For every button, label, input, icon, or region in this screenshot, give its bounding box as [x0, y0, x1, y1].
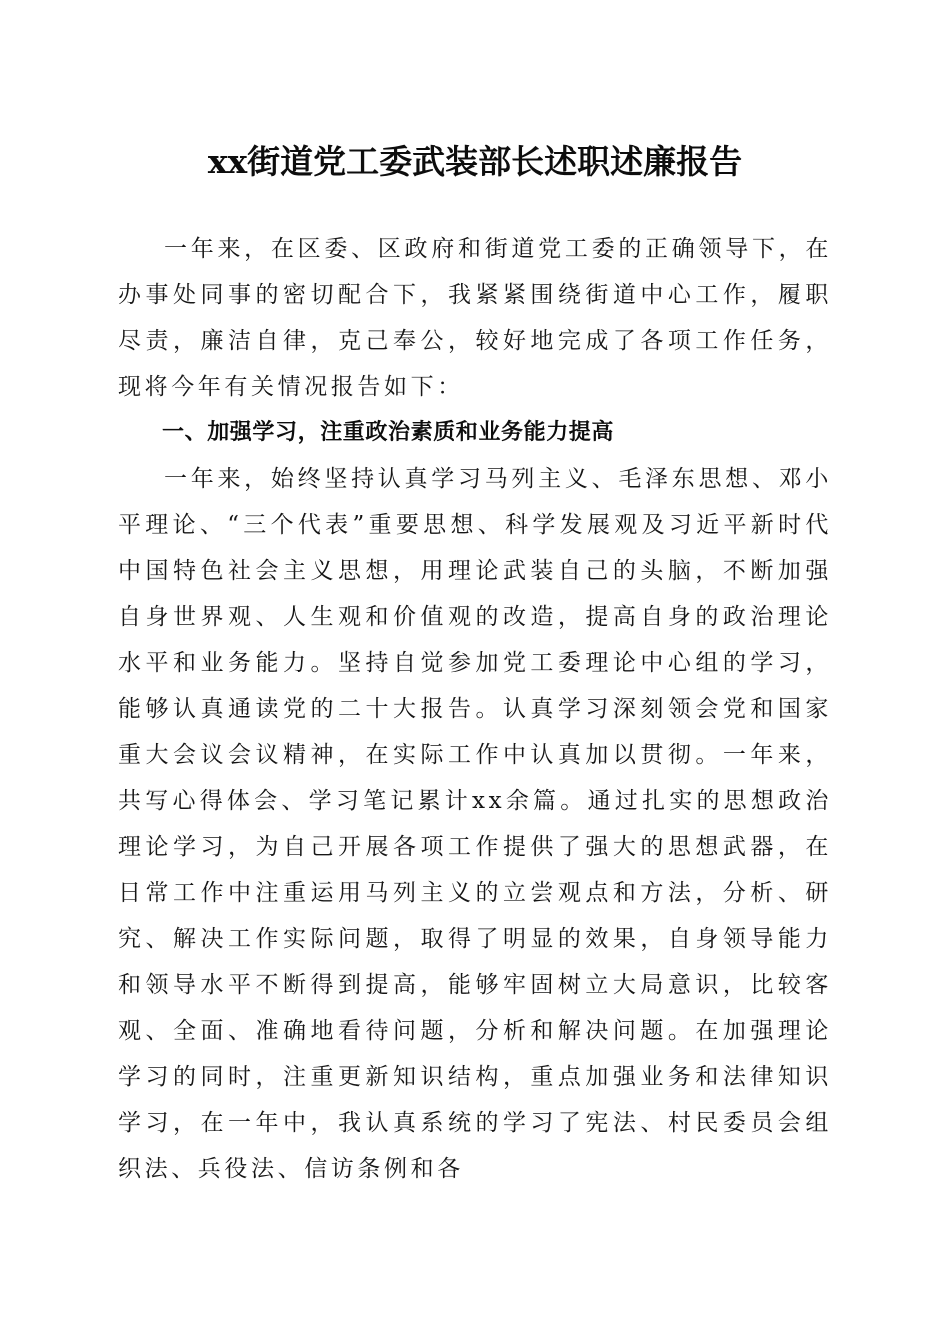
section-1-paragraph: 一年来，始终坚持认真学习马列主义、毛泽东思想、邓小平理论、“三个代表”重要思想、科学发展观及习近平新时代中国特色社会主义思想，用理论武装自己的头脑，不断加强自身世界观、人生观和价值观的改造，提高自身的政治理论水平和业务能力。坚持自觉参加党工委理论中心组的学习，能够认真通读党的二十大报告。认真学习深刻领会党和国家重大会议会议精神，在实际工作中认真加以贯彻。一年来，共写心得体会、学习笔记累计xx余篇。通过扎实的思想政治理论学习，为自己开展各项工作提供了强大的思想武器，在日常工作中注重运用马列主义的立尝观点和方法，分析、研究、解决工作实际问题，取得了明显的效果，自身领导能力和领导水平不断得到提高，能够牢固树立大局意识，比较客观、全面、准确地看待问题，分析和解决问题。在加强理论学习的同时，注重更新知识结构，重点加强业务和法律知识学习，在一年中，我认真系统的学习了宪法、村民委员会组织法、兵役法、信访条例和各 — [118, 466, 832, 1182]
section-heading-1: 一、加强学习，注重政治素质和业务能力提高 — [162, 420, 615, 445]
document-body — [118, 226, 832, 1192]
document-title: xx街道党工委武装部长述职述廉报告 — [207, 142, 743, 181]
intro-paragraph: 一年来，在区委、区政府和街道党工委的正确领导下，在办事处同事的密切配合下，我紧紧围绕街道中心工作，履职尽责，廉洁自律，克己奉公，较好地完成了各项工作任务，现将今年有关情况报告如下： — [118, 236, 832, 400]
